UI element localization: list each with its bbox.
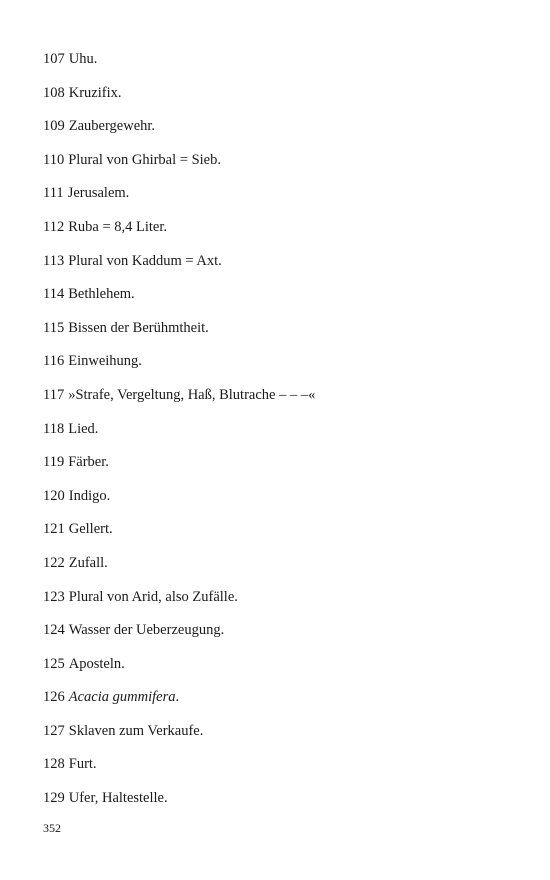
note-text: Aposteln. bbox=[68, 655, 125, 672]
note-number: 119 bbox=[43, 454, 65, 471]
note-number: 117 bbox=[43, 386, 65, 403]
note-109 bbox=[43, 114, 513, 148]
note-number: 113 bbox=[43, 252, 65, 269]
note-124 bbox=[43, 618, 513, 652]
note-number: 121 bbox=[43, 521, 65, 538]
endnotes-list bbox=[43, 47, 513, 820]
note-122 bbox=[43, 551, 513, 585]
note-number: 124 bbox=[43, 622, 65, 639]
note-127 bbox=[43, 719, 513, 753]
note-116 bbox=[43, 349, 513, 383]
note-number: 116 bbox=[43, 353, 65, 370]
note-121 bbox=[43, 517, 513, 551]
note-119 bbox=[43, 450, 513, 484]
note-number: 125 bbox=[43, 655, 65, 672]
note-number: 108 bbox=[43, 84, 65, 101]
note-text: Ufer, Haltestelle. bbox=[68, 790, 168, 807]
note-123 bbox=[43, 585, 513, 619]
note-108 bbox=[43, 81, 513, 115]
note-125 bbox=[43, 652, 513, 686]
note-118 bbox=[43, 417, 513, 451]
note-text: Ruba = 8,4 Liter. bbox=[68, 218, 168, 235]
note-number: 122 bbox=[43, 554, 65, 571]
note-107 bbox=[43, 47, 513, 81]
note-text: Wasser der Ueberzeugung. bbox=[68, 622, 225, 639]
note-115 bbox=[43, 316, 513, 350]
note-113 bbox=[43, 249, 513, 283]
note-number: 112 bbox=[43, 218, 65, 235]
note-number: 107 bbox=[43, 51, 65, 67]
note-text: Uhu. bbox=[68, 51, 98, 67]
note-text-suffix: . bbox=[175, 689, 180, 706]
note-129 bbox=[43, 786, 513, 820]
note-text: Furt. bbox=[68, 756, 97, 773]
note-number: 115 bbox=[43, 319, 65, 336]
note-text: Zufall. bbox=[68, 554, 108, 571]
note-text: Bissen der Berühmtheit. bbox=[68, 319, 209, 336]
note-number: 120 bbox=[43, 487, 65, 504]
note-text: Sklaven zum Verkaufe. bbox=[68, 722, 204, 739]
note-114 bbox=[43, 282, 513, 316]
note-text: Plural von Kaddum = Axt. bbox=[68, 252, 222, 269]
note-number: 127 bbox=[43, 722, 65, 739]
note-110 bbox=[43, 148, 513, 182]
note-text: Indigo. bbox=[68, 487, 111, 504]
note-128 bbox=[43, 752, 513, 786]
note-120 bbox=[43, 484, 513, 518]
note-text: Färber. bbox=[68, 454, 109, 471]
note-text: Jerusalem. bbox=[67, 185, 130, 202]
note-126 bbox=[43, 685, 513, 719]
note-text: »Strafe, Vergeltung, Haß, Blutrache – – –« bbox=[68, 386, 316, 403]
note-text: Gellert. bbox=[68, 521, 113, 538]
note-number: 128 bbox=[43, 756, 65, 773]
note-number: 123 bbox=[43, 588, 65, 605]
note-text: Plural von Ghirbal = Sieb. bbox=[68, 151, 221, 168]
note-117 bbox=[43, 383, 513, 417]
note-111 bbox=[43, 181, 513, 215]
note-112 bbox=[43, 215, 513, 249]
note-text: Acacia gummifera bbox=[68, 689, 176, 706]
note-text: Zaubergewehr. bbox=[68, 118, 156, 135]
note-number: 111 bbox=[43, 185, 64, 202]
note-text: Lied. bbox=[68, 420, 99, 437]
note-number: 114 bbox=[43, 286, 65, 303]
note-text: Bethlehem. bbox=[68, 286, 135, 303]
note-number: 129 bbox=[43, 790, 65, 807]
note-text: Plural von Arid, also Zufälle. bbox=[68, 588, 238, 605]
note-number: 126 bbox=[43, 689, 65, 706]
note-number: 109 bbox=[43, 118, 65, 135]
note-text: Einweihung. bbox=[68, 353, 142, 370]
page-number: 352 bbox=[43, 821, 61, 835]
note-number: 110 bbox=[43, 151, 65, 168]
note-text: Kruzifix. bbox=[68, 84, 122, 101]
note-number: 118 bbox=[43, 420, 65, 437]
